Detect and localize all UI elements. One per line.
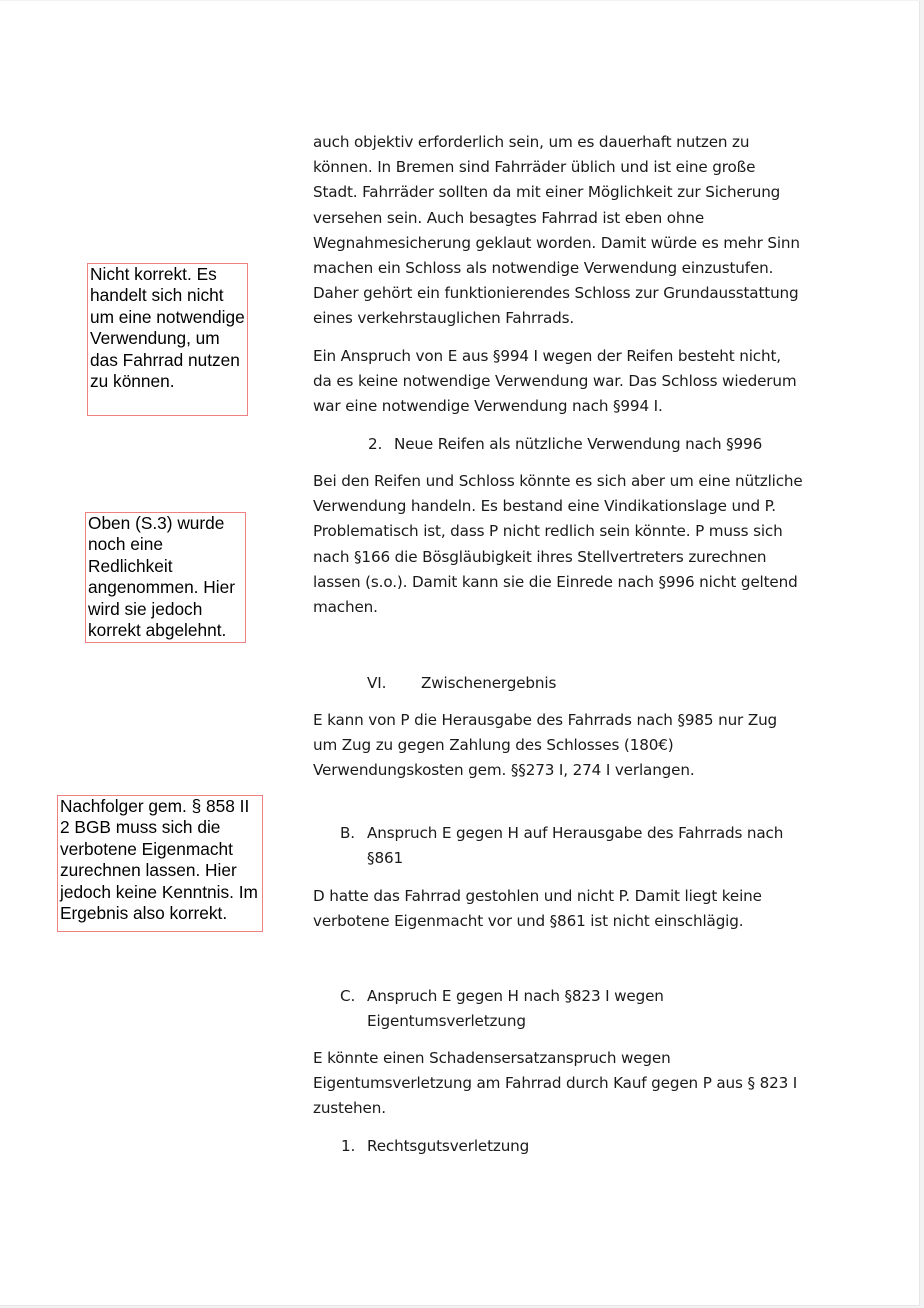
- paragraph: auch objektiv erforderlich sein, um es dauerhaft nutzen zu können. In Bremen sind Fahrräder üblich und ist eine große Stadt. Fahrräder sollten da mit einer Möglichkeit zur Sicherung versehen sein. Auch besagtes Fahrrad ist eben ohne Wegnahmesicherung geklaut worden. Damit würde es mehr Sinn machen ein Schloss als notwendige Verwendung einzustufen. Daher gehört ein funktionierendes Schloss zur Grundausstattung eines verkehrstauglichen Fahrrads.: [313, 133, 800, 328]
- heading-text: Anspruch E gegen H nach §823 I wegen Eigentumsverletzung: [367, 987, 664, 1031]
- heading-C: [340, 984, 800, 1036]
- paragraph: E kann von P die Herausgabe des Fahrrads nach §985 nur Zug um Zug zu gegen Zahlung des Schlosses (180€) Verwendungskosten gem. §§273 I, 274 I verlangen.: [313, 711, 778, 780]
- paragraph: D hatte das Fahrrad gestohlen und nicht P. Damit liegt keine verbotene Eigenmacht vor und §861 ist nicht einschlägig.: [313, 887, 762, 931]
- heading-number: B.: [340, 824, 355, 842]
- heading-number: VI.: [367, 674, 387, 692]
- heading-B: [340, 821, 800, 873]
- heading-number: C.: [340, 987, 356, 1005]
- document-page: [0, 1, 920, 1306]
- margin-comment: [85, 512, 246, 643]
- heading-1: [341, 1134, 781, 1160]
- heading-text: Rechtsgutsverletzung: [367, 1137, 530, 1155]
- paragraph: E könnte einen Schadensersatzanspruch wegen Eigentumsverletzung am Fahrrad durch Kauf gegen P aus § 823 I zustehen.: [313, 1049, 798, 1118]
- heading-text: Anspruch E gegen H auf Herausgabe des Fahrrads nach §861: [367, 824, 784, 868]
- heading-text: Zwischenergebnis: [421, 674, 557, 692]
- heading-number: 1.: [341, 1137, 356, 1155]
- paragraph: Ein Anspruch von E aus §994 I wegen der Reifen besteht nicht, da es keine notwendige Verwendung war. Das Schloss wiederum war eine notwendige Verwendung nach §994 I.: [313, 347, 797, 416]
- comment-text: Oben (S.3) wurde noch eine Redlichkeit angenommen. Hier wird sie jedoch korrekt abgelehnt.: [88, 513, 235, 641]
- heading-text: Neue Reifen als nützliche Verwendung nach §996: [394, 435, 763, 453]
- margin-comment: [87, 263, 248, 416]
- margin-comment: [57, 795, 263, 932]
- comment-text: Nicht korrekt. Es handelt sich nicht um eine notwendige Verwendung, um das Fahrrad nutzen zu können.: [90, 264, 245, 392]
- paragraph: Bei den Reifen und Schloss könnte es sich aber um eine nützliche Verwendung handeln. Es bestand eine Vindikationslage und P. Problematisch ist, dass P nicht redlich sein könnte. P muss sich nach §166 die Bösgläubigkeit ihres Stellvertreters zurechnen lassen (s.o.). Damit kann sie die Einrede nach §996 nicht geltend machen.: [313, 472, 803, 617]
- heading-2: [368, 432, 808, 458]
- heading-VI: [367, 671, 807, 697]
- comment-text: Nachfolger gem. § 858 II 2 BGB muss sich die verbotene Eigenmacht zurechnen lassen. Hier jedoch keine Kenntnis. Im Ergebnis also korrekt.: [60, 796, 258, 924]
- heading-number: 2.: [368, 435, 383, 453]
